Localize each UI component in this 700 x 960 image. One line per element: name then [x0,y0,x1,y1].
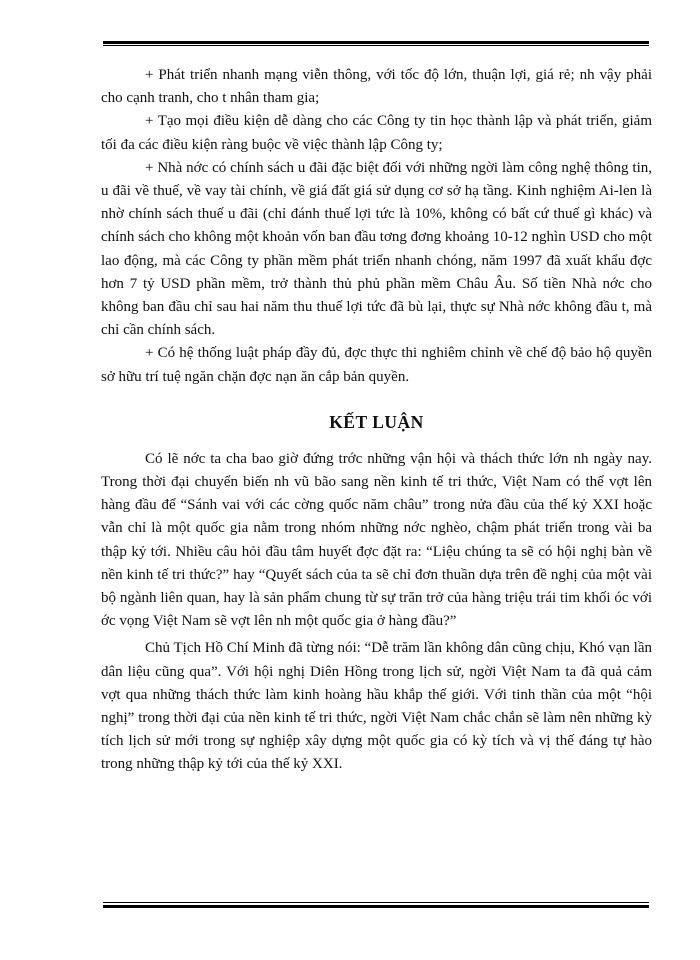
conclusion-paragraph: Có lẽ nớc ta cha bao giờ đứng trớc những vận hội và thách thức lớn nh ngày nay. Trong thời đại chuyển biến nh vũ bão sang nền kinh tế tri thức, Việt Nam có thể vợt lên hàng đầu để “Sánh vai với các cờng quốc năm châu” trong nửa đầu của thế kỷ XXI hoặc vẫn chỉ là một quốc gia nằm trong nhóm những nớc nghèo, chậm phát triển trong vài ba thập kỷ tới. Nhiều câu hỏi đầu tâm huyết đợc đặt ra: “Liệu chúng ta sẽ có hội nghị bàn về nền kinh tế tri thức?” hay “Quyết sách của ta sẽ chỉ đơn thuần dựa trên đề nghị của một vài bộ ngành liên quan, hay là sản phẩm chung từ sự trăn trở của hàng triệu trái tim khối óc với ớc vọng Việt Nam sẽ vợt lên nh một quốc gia ở hàng đầu?” [101,450,652,630]
bullet-paragraph: + Nhà nớc có chính sách u đãi đặc biệt đối với những ngời làm công nghệ thông tin, u đãi về thuế, về vay tài chính, về giá đất giá sử dụng cơ sở hạ tầng. Kinh nghiệm Ai-len là nhờ chính sách thuế u đãi (chỉ đánh thuế lợi tức là 10%, không có bất cứ thuế gì khác) và chính sách cho không một khoản vốn ban đầu tơng đơng khoảng 10-12 nghìn USD cho một lao động, mà các Công ty phần mềm phát triển nhanh chóng, năm 1997 đã xuất khẩu đợc hơn 7 tỷ USD phần mềm, trở thành thủ phủ phần mềm Châu Âu. Số tiền Nhà nớc cho không ban đầu chỉ sau hai năm thu thuế lợi tức đã bù lại, thực sự Nhà nớc không đầu t, mà chỉ cần chính sách. [101,159,652,339]
header-rule [103,41,649,47]
conclusion-paragraph: Chủ Tịch Hồ Chí Minh đã từng nói: “Dễ trăm lần không dân cũng chịu, Khó vạn lần dân liệu cũng qua”. Với hội nghị Diên Hồng trong lịch sử, ngời Việt Nam ta đã quả cảm vợt qua những thách thức làm kinh hoàng hầu khắp thế giới. Với tinh thần của một “hội nghị” trong thời đại của nền kinh tế tri thức, ngời Việt Nam chắc chắn sẽ làm nên những kỳ tích lịch sử mới trong sự nghiệp xây dựng một quốc gia có kỳ tích và vị thế đáng tự hào trong những thập kỷ tới của thế kỷ XXI. [101,640,652,773]
footer-rule [103,902,649,910]
bullet-paragraph: + Tạo mọi điều kiện dễ dàng cho các Công ty tin học thành lập và phát triển, giảm tối đa các điều kiện ràng buộc về việc thành lập Công ty; [101,113,652,153]
bullet-paragraph: + Có hệ thống luật pháp đầy đủ, đợc thực thi nghiêm chỉnh về chế độ bảo hộ quyền sở hữu trí tuệ ngăn chặn đợc nạn ăn cắp bản quyền. [101,345,652,385]
bullet-paragraph: + Phát triển nhanh mạng viễn thông, với tốc độ lớn, thuận lợi, giá rẻ; nh vậy phải cho cạnh tranh, cho t nhân tham gia; [101,67,652,107]
section-heading: KẾT LUẬN [329,411,424,432]
document-body [101,64,652,777]
